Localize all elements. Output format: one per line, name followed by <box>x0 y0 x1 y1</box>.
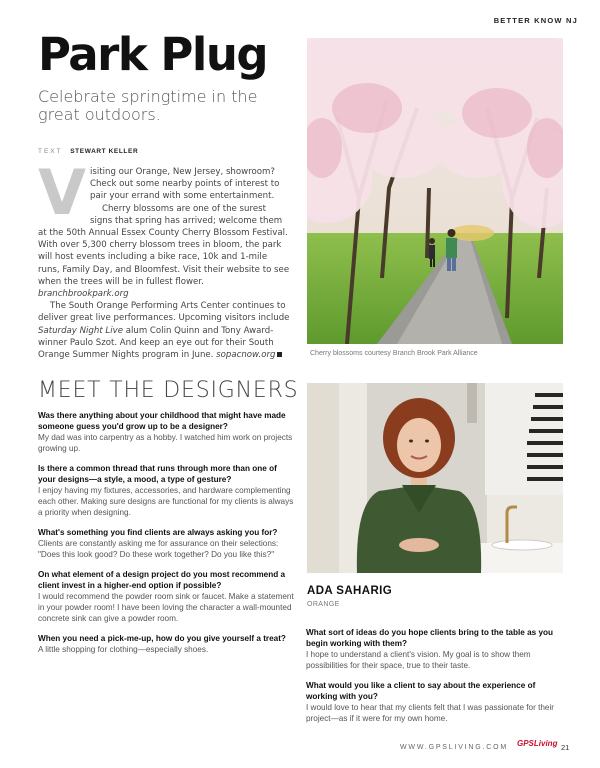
designer-portrait-photo <box>307 383 563 573</box>
gps-living-logo: GPSLiving <box>517 739 558 748</box>
answer: My dad was into carpentry as a hobby. I watched him work on projects growing up. <box>38 433 293 453</box>
answer: I would recommend the powder room sink or faucet. Make a statement in your powder room! I have been loving the character a wall-mounted concrete sink can give a powder room. <box>38 592 294 623</box>
article-body <box>38 156 290 361</box>
answer: A little shopping for clothing—especially shoes. <box>38 645 209 654</box>
answer: I enjoy having my fixtures, accessories, and hardware complementing each other. Making sure designs are functional for my clients is always a priority when designing. <box>38 486 294 517</box>
qa-item <box>38 569 294 624</box>
designer-location: ORANGE <box>307 601 340 608</box>
page-number: 21 <box>561 743 570 752</box>
park-website-link[interactable]: branchbrookpark.org <box>38 289 129 300</box>
qa-item <box>38 463 294 518</box>
question: What sort of ideas do you hope clients bring to the table as you begin working with them? <box>306 628 554 648</box>
question: When you need a pick-me-up, how do you give yourself a treat? <box>38 634 286 643</box>
byline-label: TEXT <box>38 148 63 155</box>
qa-item <box>38 410 294 454</box>
section-tag: BETTER KNOW NJ <box>493 16 578 25</box>
subtitle: Celebrate springtime in the great outdoors. <box>38 87 258 124</box>
question: What would you like a client to say about the experience of working with you? <box>306 681 536 701</box>
footer-url[interactable]: WWW.GPSLIVING.COM <box>400 744 508 751</box>
article-paragraph-1: isiting our Orange, New Jersey, showroom? Check out some nearby points of interest to pair your errand with some entertainment. <box>89 167 280 202</box>
qa-column-right <box>306 627 564 733</box>
designer-name: ADA SAHARIG <box>307 585 393 597</box>
answer: I hope to understand a client's vision. My goal is to show them possibilities for their space, true to their taste. <box>306 650 531 670</box>
qa-item <box>38 633 294 655</box>
answer: Clients are constantly asking me for assurance on their selections: "Does this look good? Do these work together? Do you like this?" <box>38 539 279 559</box>
byline-author: STEWART KELLER <box>70 148 139 155</box>
show-title: Saturday Night Live <box>38 325 123 336</box>
question: Is there a common thread that runs through more than one of your designs—a style, a mood, a type of gesture? <box>38 464 277 484</box>
answer: I would love to hear that my clients felt that I was passionate for their project—as if it were for my own home. <box>306 703 555 723</box>
byline <box>38 148 138 155</box>
section-heading: MEET THE DESIGNERS <box>38 378 299 403</box>
photo-caption: Cherry blossoms courtesy Branch Brook Park Alliance <box>310 350 478 357</box>
article-paragraph-3: The South Orange Performing Arts Center continues to deliver great live performances. Upcoming visitors include Saturday Night Live alum Colin Quinn and Tony Award-winner Paulo Szot. And keep an eye out for their South Orange Summer Nights program in June. sopacnow.org <box>38 301 290 361</box>
cherry-blossom-photo <box>307 38 563 344</box>
question: What's something you find clients are always asking you for? <box>38 528 278 537</box>
drop-cap: V <box>38 156 86 229</box>
page-title: Park Plug <box>38 28 268 81</box>
end-mark-icon <box>277 352 282 357</box>
qa-item <box>38 527 294 560</box>
sopac-website-link[interactable]: sopacnow.org <box>216 350 276 361</box>
qa-item <box>306 680 564 724</box>
qa-item <box>306 627 564 671</box>
qa-column-left <box>38 410 294 664</box>
question: Was there anything about your childhood that might have made someone guess you'd grow up to be a designer? <box>38 411 286 431</box>
article-paragraph-2: Cherry blossoms are one of the surest signs that spring has arrived; welcome them at the 50th Annual Essex County Cherry Blossom Festival. With over 5,300 cherry blossom trees in bloom, the park will host events including a bike race, 10k and 1-mile runs, Family Day, and Bloomfest. Visit their website to see when the trees will be in fullest flower. branchbrookpark.org <box>38 203 290 300</box>
question: On what element of a design project do you most recommend a client invest in a higher-end option if possible? <box>38 570 286 590</box>
